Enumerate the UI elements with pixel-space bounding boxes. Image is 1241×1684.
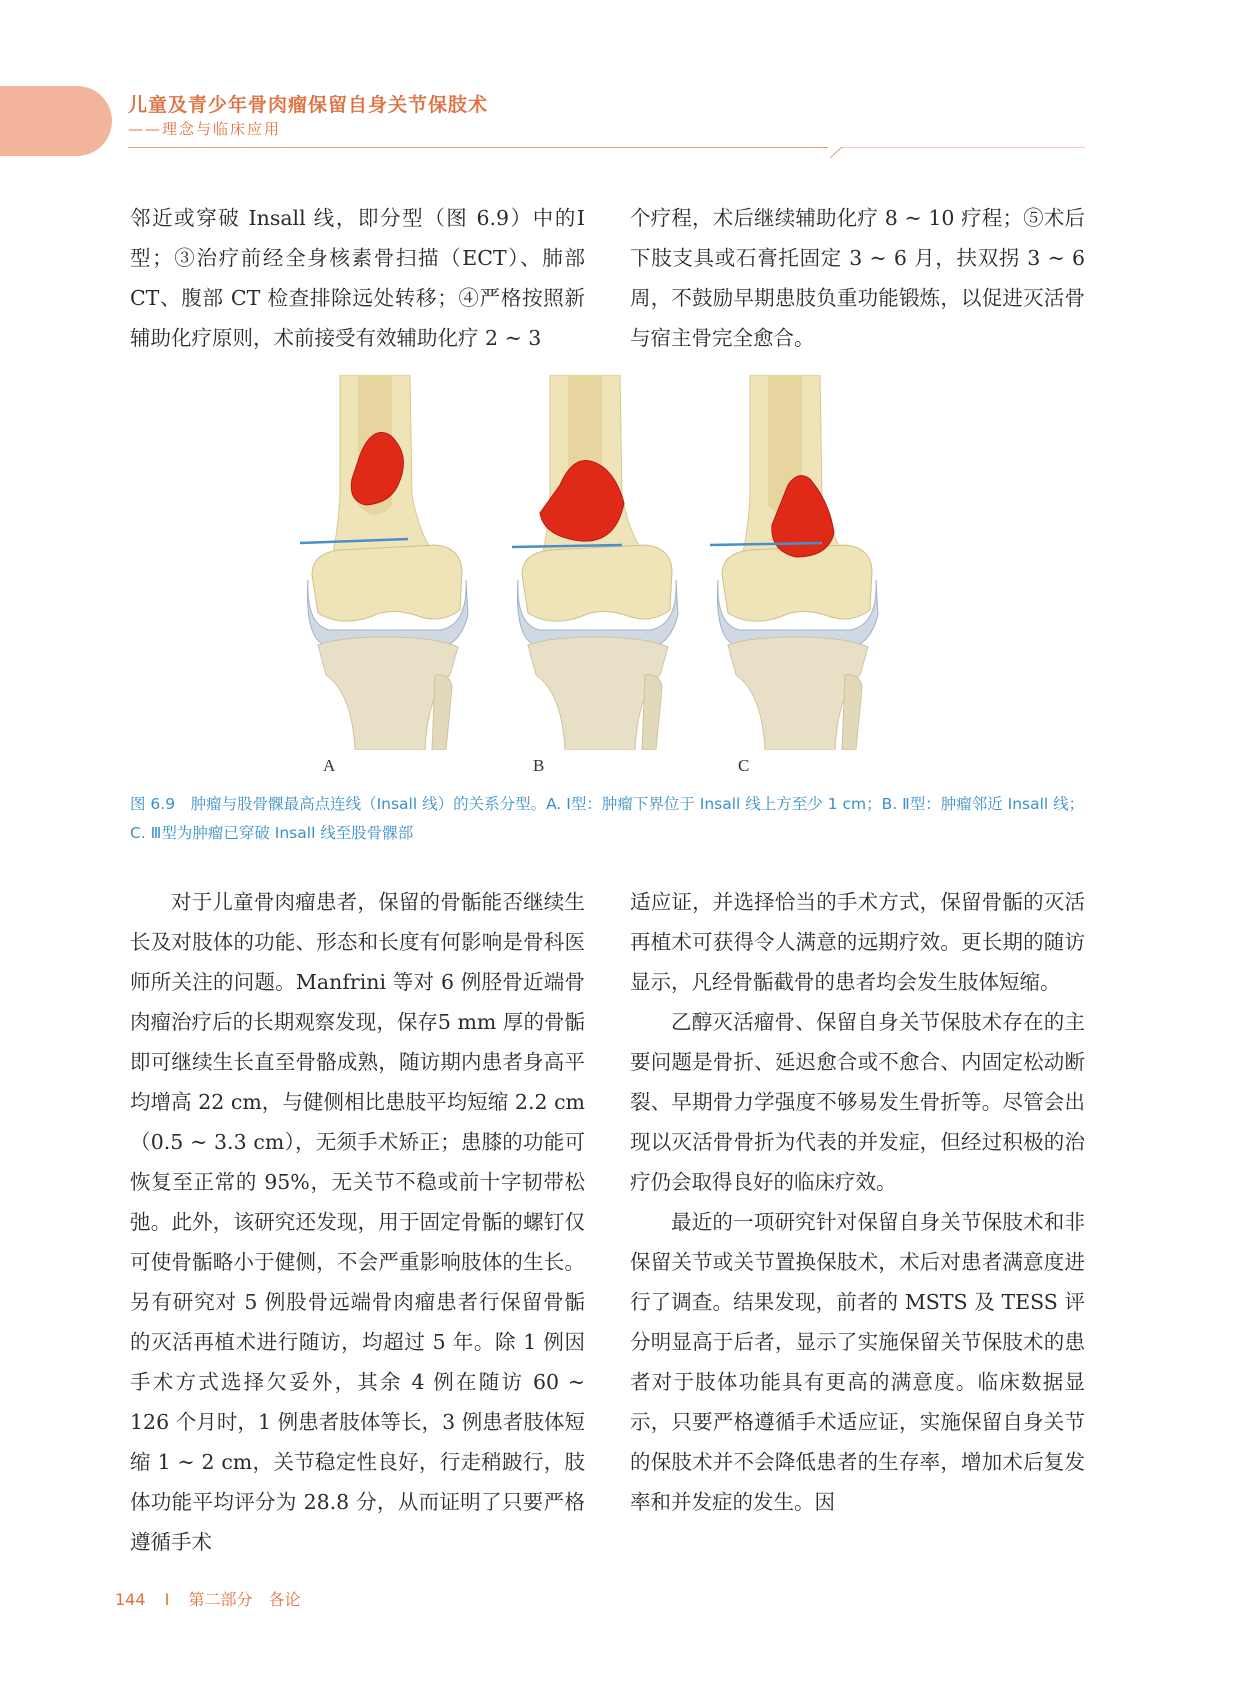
header-rule-slant (830, 147, 1085, 159)
page-footer (115, 1587, 314, 1610)
page-number: 144 (115, 1590, 146, 1609)
book-subtitle: ——理念与临床应用 (128, 120, 282, 138)
knee-panel-a (300, 375, 468, 750)
paragraph: 邻近或穿破 Insall 线，即分型（图 6.9）中的Ⅰ型；③治疗前经全身核素骨扫描（ECT）、肺部CT、腹部 CT 检查排除远处转移；④严格按照新辅助化疗原则，术前接受有效辅助化疗 2 ~ 3 (130, 206, 585, 350)
knee-panel-b (512, 375, 678, 750)
text-bottom-left (130, 882, 585, 1562)
panel-label-a: A (323, 756, 336, 775)
panel-label-b: B (533, 756, 545, 775)
paragraph: 适应证，并选择恰当的手术方式，保留骨骺的灭活再植术可获得令人满意的远期疗效。更长期的随访显示，凡经骨骺截骨的患者均会发生肢体短缩。 (630, 890, 1085, 994)
knee-panel-c (710, 375, 878, 750)
footer-separator: I (164, 1590, 170, 1609)
paragraph: 个疗程，术后继续辅助化疗 8 ~ 10 疗程；⑤术后下肢支具或石膏托固定 3 ~ 6 月，扶双拐 3 ~ 6 周，不鼓励早期患肢负重功能锻炼，以促进灭活骨与宿主骨完全愈合。 (630, 206, 1085, 350)
paragraph: 最近的一项研究针对保留自身关节保肢术和非保留关节或关节置换保肢术，术后对患者满意度进行了调查。结果发现，前者的 MSTS 及 TESS 评分明显高于后者，显示了实施保留关节保肢术的患者对于肢体功能具有更高的满意度。临床数据显示，只要严格遵循手术适应证，实施保留自身关节的保肢术并不会降低患者的生存率，增加术后复发率和并发症的发生。因 (630, 1210, 1085, 1514)
panel-label-c: C (738, 756, 750, 775)
text-bottom-right (630, 882, 1085, 1522)
book-title: 儿童及青少年骨肉瘤保留自身关节保肢术 (128, 94, 489, 116)
section-name: 第二部分 各论 (188, 1590, 301, 1609)
knee-figure (300, 375, 920, 750)
paragraph: 乙醇灭活瘤骨、保留自身关节保肢术存在的主要问题是骨折、延迟愈合或不愈合、内固定松动断裂、早期骨力学强度不够易发生骨折等。尽管会出现以灭活骨骨折为代表的并发症，但经过积极的治疗仍会取得良好的临床疗效。 (630, 1010, 1085, 1194)
paragraph: 对于儿童骨肉瘤患者，保留的骨骺能否继续生长及对肢体的功能、形态和长度有何影响是骨科医师所关注的问题。Manfrini 等对 6 例胫骨近端骨肉瘤治疗后的长期观察发现，保存5 mm 厚的骨骺即可继续生长直至骨骼成熟，随访期内患者身高平均增高 22 cm，与健侧相比患肢平均短缩 2.2 cm（0.5 ~ 3.3 cm），无须手术矫正；患膝的功能可恢复至正常的 95%，无关节不稳或前十字韧带松弛。此外，该研究还发现，用于固定骨骺的螺钉仅可使骨骺略小于健侧，不会严重影响肢体的生长。另有研究对 5 例股骨远端骨肉瘤患者行保留骨骺的灭活再植术进行随访，均超过 5 年。除 1 例因手术方式选择欠妥外，其余 4 例在随访 60 ~ 126 个月时，1 例患者肢体等长，3 例患者肢体短缩 1 ~ 2 cm，关节稳定性良好，行走稍跛行，肢体功能平均评分为 28.8 分，从而证明了只要严格遵循手术 (130, 890, 585, 1554)
header-tab (0, 86, 112, 156)
text-top-left (130, 198, 585, 358)
header-rule (128, 147, 828, 148)
text-top-right (630, 198, 1085, 358)
figure-caption: 图 6.9 肿瘤与股骨髁最高点连线（Insall 线）的关系分型。A. Ⅰ型：肿瘤下界位于 Insall 线上方至少 1 cm；B. Ⅱ型：肿瘤邻近 Insall 线；C. Ⅲ型为肿瘤已穿破 Insall 线至股骨髁部 (130, 795, 1085, 842)
